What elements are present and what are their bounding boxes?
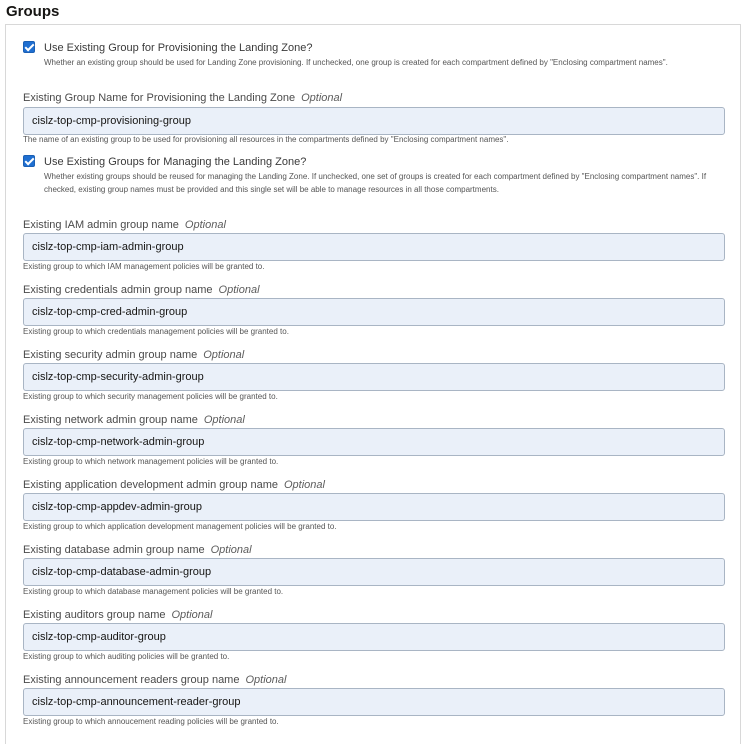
announcement-reader-group-help: Existing group to which annoucement reading policies will be granted to. [23,717,279,726]
provisioning-group-label [23,92,342,105]
managing-checkbox[interactable] [23,155,35,167]
announcement-reader-group-label [23,674,286,687]
iam-admin-group-help: Existing group to which IAM management policies will be granted to. [23,262,265,271]
cred-admin-group-label [23,284,260,297]
optional-tag: Optional [184,219,226,231]
appdev-admin-group-label [23,479,325,492]
auditor-group-label [23,609,212,622]
network-admin-group-input[interactable] [23,428,725,456]
network-admin-group-label [23,414,245,427]
optional-tag: Optional [284,479,325,491]
appdev-admin-group-label-text: Existing application development admin group name [23,479,278,491]
security-admin-group-label [23,349,244,362]
cred-admin-group-label-text: Existing credentials admin group name [23,284,213,296]
iam-admin-group-label-text: Existing IAM admin group name [23,219,179,231]
optional-tag: Optional [203,349,245,361]
optional-tag: Optional [301,92,343,104]
database-admin-group-input[interactable] [23,558,725,586]
optional-tag: Optional [171,609,213,621]
provisioning-checkbox[interactable] [23,41,35,53]
provisioning-group-help: The name of an existing group to be used for provisioning all resources in the compartments defined by "Enclosing compartment names". [23,135,509,144]
auditor-group-input[interactable] [23,623,725,651]
network-admin-group-label-text: Existing network admin group name [23,414,198,426]
managing-checkbox-description: Whether existing groups should be reused for managing the Landing Zone. If unchecked, one set of groups is created for each compartment defined by "Enclosing compartment names". If checked, existing group names must be provided and this single set will be able to manage resources in all those compartments. [44,172,707,194]
security-admin-group-input[interactable] [23,363,725,391]
database-admin-group-help: Existing group to which database management policies will be granted to. [23,587,284,596]
optional-tag: Optional [245,674,287,686]
auditor-group-help: Existing group to which auditing policies will be granted to. [23,652,230,661]
announcement-reader-group-input[interactable] [23,688,725,716]
optional-tag: Optional [203,414,245,426]
appdev-admin-group-input[interactable] [23,493,725,521]
database-admin-group-label-text: Existing database admin group name [23,544,205,556]
optional-tag: Optional [218,284,260,296]
section-title: Groups [6,3,60,20]
announcement-reader-group-label-text: Existing announcement readers group name [23,674,240,686]
security-admin-group-help: Existing group to which security management policies will be granted to. [23,392,278,401]
cred-admin-group-input[interactable] [23,298,725,326]
provisioning-checkbox-description: Whether an existing group should be used for Landing Zone provisioning. If unchecked, one group is created for each compartment defined by "Enclosing compartment names". [44,58,668,67]
provisioning-group-input[interactable] [23,107,725,135]
iam-admin-group-label [23,219,226,232]
provisioning-group-label-text: Existing Group Name for Provisioning the Landing Zone [23,92,296,104]
appdev-admin-group-help: Existing group to which application development management policies will be granted to. [23,522,337,531]
optional-tag: Optional [210,544,252,556]
iam-admin-group-input[interactable] [23,233,725,261]
database-admin-group-label [23,544,252,557]
provisioning-checkbox-label: Use Existing Group for Provisioning the Landing Zone? [44,42,313,54]
security-admin-group-label-text: Existing security admin group name [23,349,198,361]
cred-admin-group-help: Existing group to which credentials management policies will be granted to. [23,327,289,336]
managing-checkbox-label: Use Existing Groups for Managing the Landing Zone? [44,156,307,168]
auditor-group-label-text: Existing auditors group name [23,609,166,621]
network-admin-group-help: Existing group to which network management policies will be granted to. [23,457,279,466]
